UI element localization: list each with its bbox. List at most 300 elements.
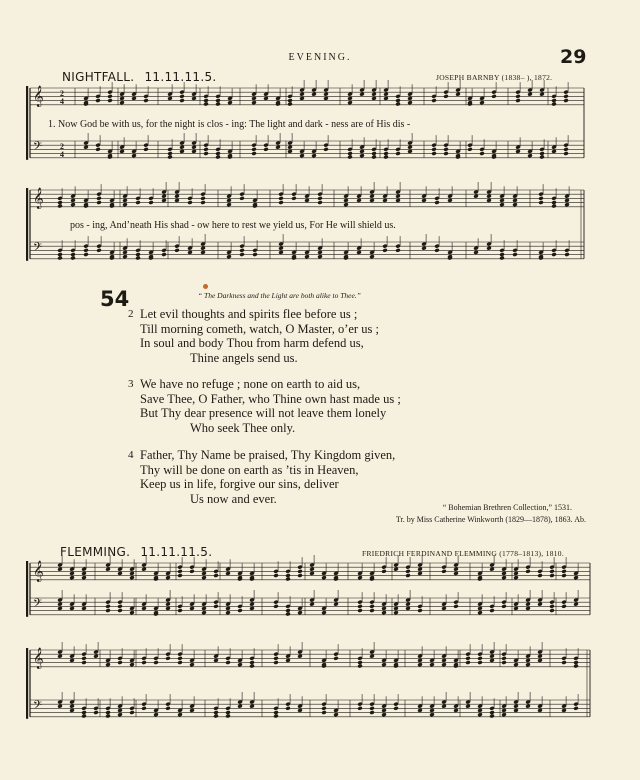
note-head xyxy=(129,662,134,667)
note-head xyxy=(179,149,184,154)
note-head xyxy=(333,602,338,607)
note-head xyxy=(70,252,75,257)
note-head xyxy=(395,248,400,253)
note-head xyxy=(477,660,482,665)
note-head xyxy=(407,96,412,101)
note-head xyxy=(383,151,388,156)
note-head xyxy=(105,662,110,667)
note-head xyxy=(304,254,309,259)
composer-credit: JOSEPH BARNBY (1838– ), 1872. xyxy=(436,73,553,82)
note-head xyxy=(105,604,110,609)
note-head xyxy=(161,252,166,257)
system-brace xyxy=(26,648,28,719)
note-head xyxy=(501,571,506,576)
note-head xyxy=(491,94,496,99)
note-head xyxy=(93,710,98,715)
note-head xyxy=(69,606,74,611)
note-head xyxy=(117,604,122,609)
note-head xyxy=(405,602,410,607)
note-head xyxy=(225,660,230,665)
note-head xyxy=(395,102,400,107)
note-head xyxy=(323,96,328,101)
note-head xyxy=(417,708,422,713)
note-head xyxy=(527,92,532,97)
note-head xyxy=(165,606,170,611)
note-head xyxy=(359,92,364,97)
note-head xyxy=(489,710,494,715)
note-head xyxy=(317,254,322,259)
note-head xyxy=(81,714,86,719)
note-head xyxy=(499,198,504,203)
note-head xyxy=(383,96,388,101)
note-head xyxy=(525,704,530,709)
note-head xyxy=(369,198,374,203)
note-head xyxy=(129,571,134,576)
note-head xyxy=(278,250,283,255)
note-head xyxy=(434,248,439,253)
note-head xyxy=(135,252,140,257)
note-head xyxy=(273,604,278,609)
note-head xyxy=(275,145,280,150)
lyric-line: 1. Now God be with us, for the night is clos - ing: The light and dark - ness are of His dis - xyxy=(48,119,411,130)
note-head xyxy=(165,656,170,661)
note-head xyxy=(161,194,166,199)
note-head xyxy=(203,151,208,156)
note-head xyxy=(226,254,231,259)
note-head xyxy=(287,149,292,154)
note-head xyxy=(317,196,322,201)
epigraph: “ The Darkness and the Light are both alike to Thee.” xyxy=(198,291,361,300)
note-head xyxy=(537,573,542,578)
verse-line: Save Thee, O Father, who Thine own hast made us ; xyxy=(140,391,401,406)
note-head xyxy=(417,608,422,613)
note-head xyxy=(393,610,398,615)
note-head xyxy=(189,662,194,667)
note-head xyxy=(563,94,568,99)
note-head xyxy=(285,706,290,711)
note-head xyxy=(538,196,543,201)
note-head xyxy=(249,664,254,669)
note-head xyxy=(227,100,232,105)
note-head xyxy=(141,567,146,572)
time-signature: 4 xyxy=(60,150,64,159)
note-head xyxy=(249,704,254,709)
note-head xyxy=(489,714,494,719)
note-head xyxy=(177,660,182,665)
note-head xyxy=(551,102,556,107)
note-head xyxy=(237,662,242,667)
bass-clef-icon: 𝄢 xyxy=(33,241,43,257)
note-head xyxy=(357,664,362,669)
note-head xyxy=(311,92,316,97)
lyric-line: pos - ing, And’neath His shad - ow here to rest we yield us, For He will shield us. xyxy=(70,220,396,231)
note-head xyxy=(486,194,491,199)
note-head xyxy=(153,712,158,717)
note-head xyxy=(117,608,122,613)
note-head xyxy=(501,660,506,665)
note-head xyxy=(407,100,412,105)
note-head xyxy=(251,151,256,156)
note-head xyxy=(201,606,206,611)
verse-line: Let evil thoughts and spirits flee before us ; xyxy=(140,307,358,321)
note-head xyxy=(107,94,112,99)
note-head xyxy=(299,96,304,101)
note-head xyxy=(273,656,278,661)
note-head xyxy=(57,654,62,659)
note-head xyxy=(251,100,256,105)
note-head xyxy=(381,712,386,717)
note-head xyxy=(69,708,74,713)
note-head xyxy=(563,98,568,103)
note-head xyxy=(539,155,544,160)
note-head xyxy=(122,202,127,207)
note-head xyxy=(479,151,484,156)
note-head xyxy=(122,254,127,259)
note-head xyxy=(371,92,376,97)
note-head xyxy=(226,202,231,207)
note-head xyxy=(135,256,140,261)
note-head xyxy=(119,100,124,105)
note-head xyxy=(417,662,422,667)
note-head xyxy=(369,654,374,659)
verse-line: Thine angels send us. xyxy=(190,350,298,365)
note-head xyxy=(551,98,556,103)
source-credit: “ Bohemian Brethren Collection,” 1531. xyxy=(442,503,572,512)
note-head xyxy=(273,710,278,715)
note-head xyxy=(573,602,578,607)
note-head xyxy=(382,198,387,203)
note-head xyxy=(369,194,374,199)
note-head xyxy=(167,151,172,156)
verse-line: But Thy dear presence will not leave them lonely xyxy=(140,406,387,421)
note-head xyxy=(129,610,134,615)
note-head xyxy=(381,610,386,615)
stanza-number: 4 xyxy=(128,449,134,461)
note-head xyxy=(191,96,196,101)
note-head xyxy=(107,98,112,103)
note-head xyxy=(213,658,218,663)
note-head xyxy=(501,708,506,713)
time-signature: 2 xyxy=(60,89,64,98)
note-head xyxy=(515,149,520,154)
note-head xyxy=(431,151,436,156)
note-head xyxy=(131,96,136,101)
note-head xyxy=(129,575,134,580)
note-head xyxy=(57,204,62,209)
note-head xyxy=(148,200,153,205)
note-head xyxy=(551,252,556,257)
note-head xyxy=(405,606,410,611)
note-head xyxy=(297,569,302,574)
system-brace xyxy=(26,188,28,261)
note-head xyxy=(191,145,196,150)
note-head xyxy=(563,151,568,156)
note-head xyxy=(393,567,398,572)
note-head xyxy=(249,602,254,607)
note-head xyxy=(203,147,208,152)
bass-clef-icon: 𝄢 xyxy=(33,140,43,156)
note-head xyxy=(285,577,290,582)
note-head xyxy=(333,656,338,661)
note-head xyxy=(486,198,491,203)
stanza xyxy=(128,307,379,365)
note-head xyxy=(347,151,352,156)
note-head xyxy=(135,200,140,205)
composer-credit: FRIEDRICH FERDINAND FLEMMING (1778–1813), 1810. xyxy=(362,549,565,558)
treble-clef-icon: 𝄞 xyxy=(33,86,44,107)
note-head xyxy=(489,608,494,613)
note-head xyxy=(57,602,62,607)
note-head xyxy=(249,606,254,611)
note-head xyxy=(239,252,244,257)
note-head xyxy=(83,252,88,257)
note-head xyxy=(359,149,364,154)
note-head xyxy=(382,248,387,253)
note-head xyxy=(81,660,86,665)
note-head xyxy=(477,712,482,717)
note-head xyxy=(187,250,192,255)
note-head xyxy=(405,573,410,578)
note-head xyxy=(105,714,110,719)
note-head xyxy=(203,102,208,107)
note-head xyxy=(539,92,544,97)
note-head xyxy=(443,94,448,99)
note-head xyxy=(299,92,304,97)
note-head xyxy=(117,712,122,717)
hymn-number: 54 xyxy=(100,287,130,311)
note-head xyxy=(317,200,322,205)
note-head xyxy=(153,660,158,665)
note-head xyxy=(297,708,302,713)
note-head xyxy=(70,256,75,261)
note-head xyxy=(573,575,578,580)
note-head xyxy=(527,153,532,158)
note-head xyxy=(573,660,578,665)
note-head xyxy=(549,573,554,578)
note-head xyxy=(405,569,410,574)
note-head xyxy=(226,198,231,203)
note-head xyxy=(512,202,517,207)
note-head xyxy=(117,708,122,713)
note-head xyxy=(252,252,257,257)
note-head xyxy=(215,155,220,160)
note-head xyxy=(357,706,362,711)
note-head xyxy=(309,567,314,572)
note-head xyxy=(343,198,348,203)
note-head xyxy=(251,96,256,101)
note-head xyxy=(564,198,569,203)
note-head xyxy=(309,602,314,607)
note-head xyxy=(395,98,400,103)
note-head xyxy=(213,573,218,578)
note-head xyxy=(95,98,100,103)
note-head xyxy=(122,250,127,255)
note-head xyxy=(479,100,484,105)
note-head xyxy=(317,250,322,255)
note-head xyxy=(441,704,446,709)
note-head xyxy=(561,660,566,665)
note-head xyxy=(239,248,244,253)
note-head xyxy=(347,96,352,101)
note-head xyxy=(213,714,218,719)
note-head xyxy=(321,710,326,715)
note-head xyxy=(573,706,578,711)
note-head xyxy=(551,200,556,205)
note-head xyxy=(369,254,374,259)
note-head xyxy=(447,198,452,203)
note-head xyxy=(499,202,504,207)
note-head xyxy=(549,608,554,613)
note-head xyxy=(70,198,75,203)
note-head xyxy=(203,98,208,103)
note-head xyxy=(477,606,482,611)
note-head xyxy=(513,662,518,667)
note-head xyxy=(371,151,376,156)
note-head xyxy=(161,198,166,203)
note-head xyxy=(141,706,146,711)
note-head xyxy=(81,710,86,715)
stanza-number: 3 xyxy=(128,378,134,390)
note-head xyxy=(179,98,184,103)
note-head xyxy=(297,654,302,659)
note-head xyxy=(431,98,436,103)
note-head xyxy=(453,708,458,713)
note-head xyxy=(285,658,290,663)
time-signature: 2 xyxy=(60,142,64,151)
note-head xyxy=(96,200,101,205)
note-head xyxy=(573,664,578,669)
verse-line: Us now and ever. xyxy=(190,491,277,506)
time-signature: 4 xyxy=(60,97,64,106)
note-head xyxy=(429,708,434,713)
treble-clef-icon: 𝄞 xyxy=(33,188,44,209)
note-head xyxy=(434,200,439,205)
note-head xyxy=(467,147,472,152)
note-head xyxy=(200,246,205,251)
note-head xyxy=(551,204,556,209)
treble-clef-icon: 𝄞 xyxy=(33,561,44,582)
note-head xyxy=(431,147,436,152)
note-head xyxy=(486,246,491,251)
note-head xyxy=(213,710,218,715)
note-head xyxy=(563,147,568,152)
note-head xyxy=(499,252,504,257)
note-head xyxy=(321,575,326,580)
note-head xyxy=(225,710,230,715)
stanza xyxy=(128,377,401,435)
note-head xyxy=(117,571,122,576)
bass-clef-icon: 𝄢 xyxy=(33,597,43,613)
note-head xyxy=(489,567,494,572)
note-head xyxy=(477,656,482,661)
ornament-dot xyxy=(203,284,208,289)
note-head xyxy=(321,706,326,711)
note-head xyxy=(429,712,434,717)
note-head xyxy=(70,202,75,207)
note-head xyxy=(225,714,230,719)
note-head xyxy=(69,704,74,709)
tune-title: FLEMMING. xyxy=(60,545,131,559)
note-head xyxy=(215,102,220,107)
note-head xyxy=(381,708,386,713)
note-head xyxy=(371,96,376,101)
note-head xyxy=(369,608,374,613)
note-head xyxy=(285,608,290,613)
note-head xyxy=(141,660,146,665)
note-head xyxy=(57,200,62,205)
note-head xyxy=(213,604,218,609)
note-head xyxy=(525,658,530,663)
note-head xyxy=(539,151,544,156)
note-head xyxy=(489,658,494,663)
note-head xyxy=(177,608,182,613)
note-head xyxy=(369,706,374,711)
note-head xyxy=(105,608,110,613)
note-head xyxy=(179,145,184,150)
note-head xyxy=(441,606,446,611)
note-head xyxy=(105,710,110,715)
note-head xyxy=(473,250,478,255)
note-head xyxy=(96,248,101,253)
note-head xyxy=(515,98,520,103)
note-head xyxy=(239,196,244,201)
note-head xyxy=(513,708,518,713)
note-head xyxy=(57,567,62,572)
note-head xyxy=(200,250,205,255)
note-head xyxy=(323,92,328,97)
note-head xyxy=(477,708,482,713)
note-head xyxy=(538,200,543,205)
note-head xyxy=(501,575,506,580)
note-head xyxy=(189,708,194,713)
note-head xyxy=(177,712,182,717)
note-head xyxy=(278,196,283,201)
note-head xyxy=(299,153,304,158)
note-head xyxy=(187,200,192,205)
note-head xyxy=(165,602,170,607)
note-head xyxy=(83,248,88,253)
verse-line: We have no refuge ; none on earth to aid us, xyxy=(140,377,361,391)
note-head xyxy=(177,573,182,578)
tune-meter: 11.11.11.5. xyxy=(140,545,213,559)
note-head xyxy=(371,155,376,160)
note-head xyxy=(455,92,460,97)
note-head xyxy=(251,147,256,152)
note-head xyxy=(417,567,422,572)
note-head xyxy=(357,660,362,665)
note-head xyxy=(513,606,518,611)
tune-meter: 11.11.11.5. xyxy=(144,70,217,84)
note-head xyxy=(383,155,388,160)
note-head xyxy=(105,567,110,572)
note-head xyxy=(323,147,328,152)
note-head xyxy=(525,602,530,607)
note-head xyxy=(278,200,283,205)
note-head xyxy=(177,656,182,661)
treble-clef-icon: 𝄞 xyxy=(33,648,44,669)
note-head xyxy=(201,571,206,576)
note-head xyxy=(561,569,566,574)
note-head xyxy=(309,571,314,576)
note-head xyxy=(443,147,448,152)
note-head xyxy=(513,571,518,576)
note-head xyxy=(473,194,478,199)
note-head xyxy=(561,573,566,578)
translator-credit: Tr. by Miss Catherine Winkworth (1829—1878), 1863. Ab. xyxy=(395,515,586,524)
note-head xyxy=(369,604,374,609)
note-head xyxy=(395,151,400,156)
note-head xyxy=(525,606,530,611)
